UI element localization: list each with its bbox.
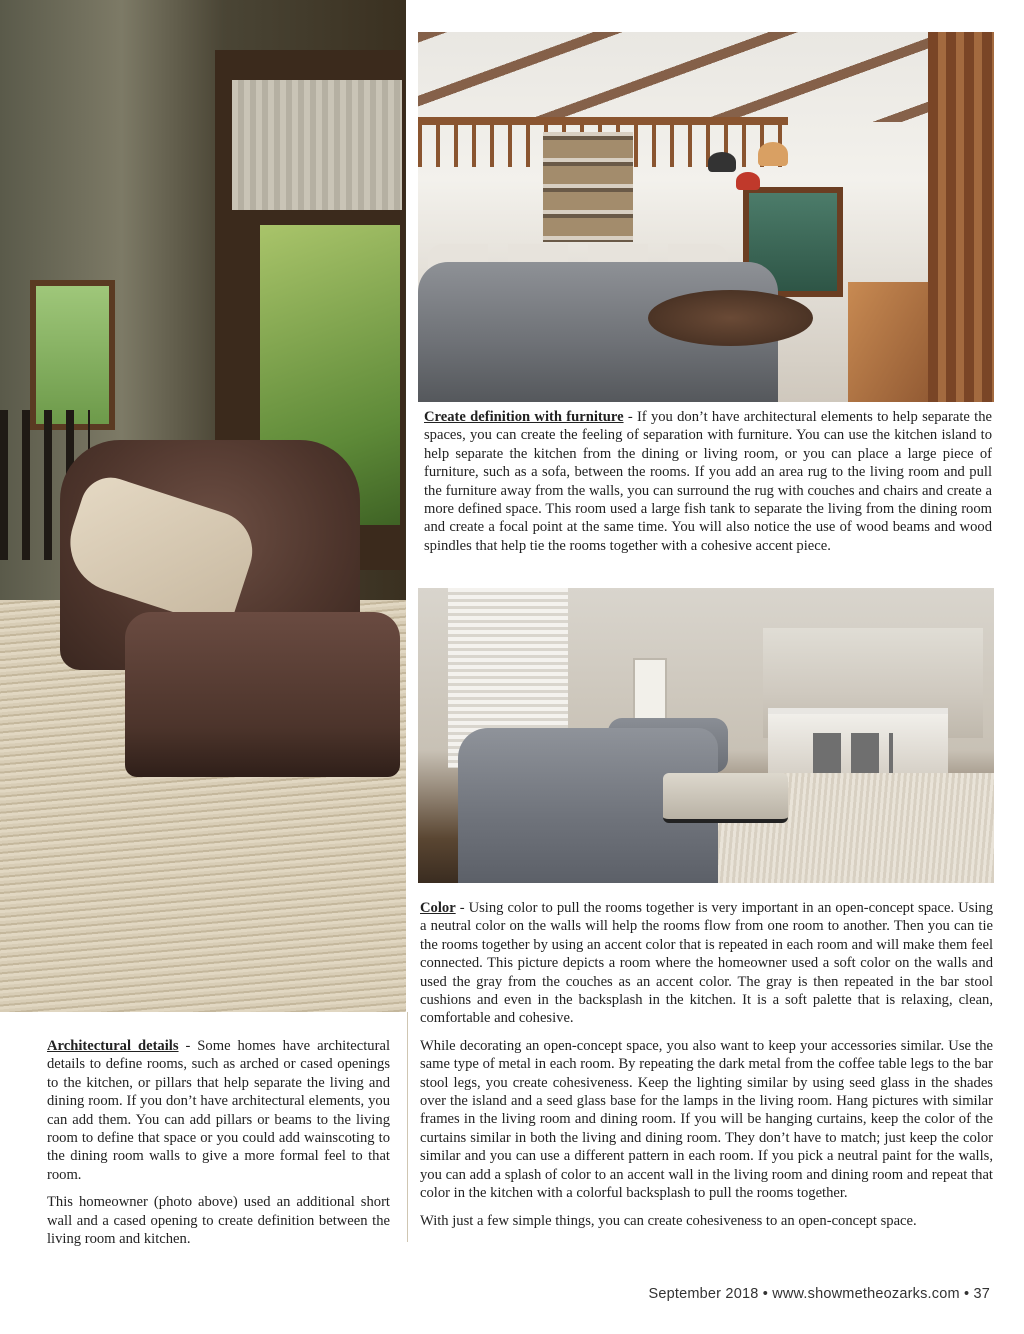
page-footer: September 2018 • www.showmetheozarks.com • 37 xyxy=(648,1286,990,1302)
color-paragraph-2: While decorating an open-concept space, you also want to keep your accessories similar. Use the same type of metal in each room. By repeating the dark metal from the coffee table legs to the bar stool legs, you create cohesiveness. Keep the lighting similar by using seed glass in the shades over the island and a seed glass base for the lamps in the living room. Hang pictures with similar frames in the living room and dining room. If you will be hanging curtains, keep the color of the curtains similar in both the living and dining room. They don’t have to match; just keep the color similar and you can use a different pattern in each room. If you pick a neutral paint for the walls, you can add a splash of color to an accent wall in the living room and dining room and repeat that color in the kitchen with a colorful backsplash to pull the rooms together. xyxy=(420,1037,993,1202)
furniture-section xyxy=(424,408,992,564)
furniture-paragraph xyxy=(424,408,992,555)
furniture-body: - If you don’t have architectural elements to help separate the spaces, you can create the feeling of separation with furniture. You can use the kitchen island to help separate the kitchen from the dining or living room, or you can place a large piece of furniture, such as a sofa, between the rooms. If you add an area rug to the living room and pull the furniture away from the walls, you can surround the rug with couches and chairs and create a more defined space. This room used a large fish tank to separate the living from the dining room and create a focal point at the same time. You will also notice the use of wood beams and wood spindles that help tie the rooms together with a cohesive accent piece. xyxy=(424,409,992,554)
photo-pendant-lamp xyxy=(736,172,760,190)
color-body: - Using color to pull the rooms together is very important in an open-concept space. Using a neutral color on the walls will help the rooms flow from one room to another. Then you can tie the rooms together by using an accent color that is repeated in each room and will make them feel connected. This picture depicts a room where the homeowner used a soft color on the walls and used the gray from the couches as an accent color. The gray is then repeated in the bar stool cushions and even in the backsplash in the kitchen. It is a soft palette that is relaxing, clean, comfortable and cohesive. xyxy=(420,900,993,1027)
photo-wood-beams xyxy=(418,32,994,122)
photo-window xyxy=(30,280,115,430)
photo-bookshelf xyxy=(543,132,633,242)
color-paragraph-3: With just a few simple things, you can create cohesiveness to an open-concept space. xyxy=(420,1212,917,1229)
photo-door-glass xyxy=(232,80,402,210)
architectural-heading: Architectural details xyxy=(47,1038,179,1054)
photo-wood-post xyxy=(928,32,994,402)
color-paragraph xyxy=(420,899,993,1028)
column-divider xyxy=(407,1012,408,1242)
color-section xyxy=(420,899,993,1239)
photo-pendant-lamp xyxy=(758,142,788,166)
furniture-heading: Create definition with furniture xyxy=(424,409,624,425)
architectural-paragraph-2: This homeowner (photo above) used an additional short wall and a cased opening to create definition between the living room and kitchen. xyxy=(47,1194,390,1248)
photo-pendant-lamp xyxy=(708,152,736,172)
color-heading: Color xyxy=(420,900,456,916)
armchair-photo xyxy=(0,0,406,1012)
architectural-section xyxy=(47,1037,390,1257)
photo-tufted-ottoman xyxy=(663,773,788,823)
fish-tank-living-room-photo xyxy=(418,32,994,402)
photo-ottoman xyxy=(125,612,400,777)
photo-coffee-table xyxy=(648,290,813,346)
gray-living-room-photo xyxy=(418,588,994,883)
architectural-paragraph xyxy=(47,1037,390,1184)
architectural-body: - Some homes have architectural details to define rooms, such as arched or cased openings to the kitchen, or pillars that help separate the living and dining room. If you don’t have architectural elements, you can add them. You can add pillars or beams to the living room to define that space or you could add wainscoting to the dining room walls to give a more formal feel to that room. xyxy=(47,1038,390,1183)
